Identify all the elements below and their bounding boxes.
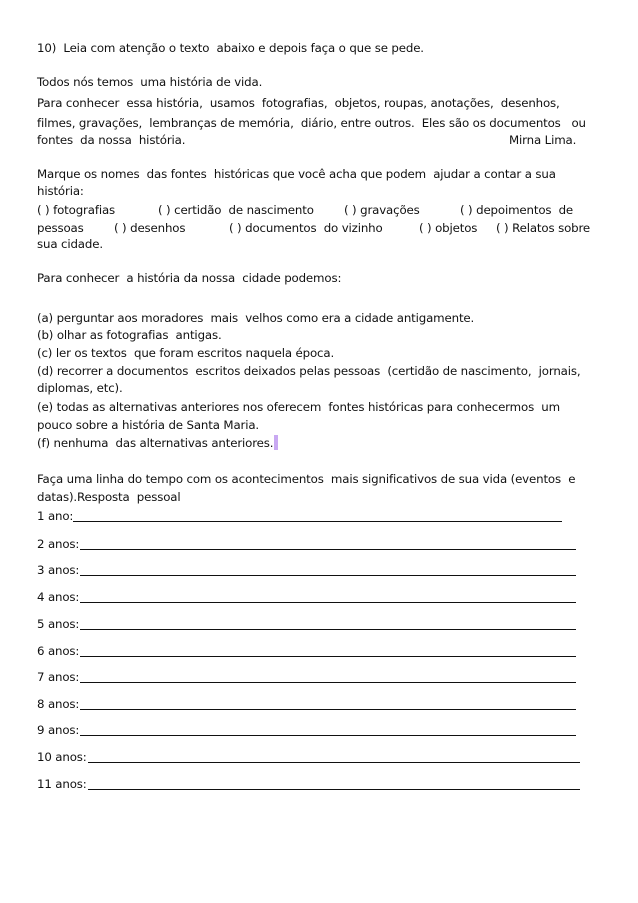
option-depoimentos: ( ) depoimentos de (460, 203, 574, 217)
city-option-c: (c) ler os textos que foram escritos naquela época. (37, 346, 335, 360)
timeline-age-1: 1 ano: (37, 509, 74, 523)
timeline-age-8: 8 anos: (37, 697, 80, 711)
sources-prompt-2: história: (37, 184, 84, 198)
city-option-e: (e) todas as alternativas anteriores nos oferecem fontes históricas para conhecermos um (37, 400, 560, 414)
answer-line-7[interactable] (80, 682, 576, 683)
timeline-age-6: 6 anos: (37, 644, 80, 658)
answer-line-5[interactable] (80, 629, 576, 630)
timeline-age-9: 9 anos: (37, 723, 80, 737)
option-pessoas: pessoas (37, 221, 84, 235)
answer-line-8[interactable] (80, 709, 576, 710)
option-documentos-vizinho: ( ) documentos do vizinho (229, 221, 383, 235)
answer-line-9[interactable] (80, 735, 576, 736)
timeline-age-7: 7 anos: (37, 670, 80, 684)
option-gravacoes: ( ) gravações (344, 203, 420, 217)
reading-line-4: fontes da nossa história. (37, 133, 186, 147)
answer-line-1[interactable] (73, 521, 562, 522)
option-objetos: ( ) objetos (419, 221, 478, 235)
timeline-prompt-1: Faça uma linha do tempo com os acontecimentos mais significativos de sua vida (eventos e (37, 472, 576, 486)
option-fotografias: ( ) fotografias (37, 203, 116, 217)
city-option-d: (d) recorrer a documentos escritos deixados pelas pessoas (certidão de nascimento, jornais, (37, 364, 581, 378)
answer-line-4[interactable] (80, 602, 576, 603)
city-option-a: (a) perguntar aos moradores mais velhos como era a cidade antigamente. (37, 311, 475, 325)
city-option-f: (f) nenhuma das alternativas anteriores. (37, 436, 274, 450)
reading-line-2: Para conhecer essa história, usamos fotografias, objetos, roupas, anotações, desenhos, (37, 96, 560, 110)
option-sua-cidade: sua cidade. (37, 237, 103, 251)
sources-prompt-1: Marque os nomes das fontes históricas que você acha que podem ajudar a contar a sua (37, 167, 556, 181)
answer-line-11[interactable] (88, 789, 580, 790)
city-option-b: (b) olhar as fotografias antigas. (37, 328, 222, 342)
reading-line-1: Todos nós temos uma história de vida. (37, 75, 263, 89)
option-certidao: ( ) certidão de nascimento (158, 203, 314, 217)
answer-line-2[interactable] (80, 549, 576, 550)
answer-line-10[interactable] (88, 762, 580, 763)
option-relatos: ( ) Relatos sobre (496, 221, 591, 235)
city-option-e-cont: pouco sobre a história de Santa Maria. (37, 418, 260, 432)
timeline-prompt-2: datas).Resposta pessoal (37, 490, 181, 504)
timeline-age-3: 3 anos: (37, 563, 80, 577)
timeline-age-2: 2 anos: (37, 537, 80, 551)
city-prompt: Para conhecer a história da nossa cidade podemos: (37, 271, 342, 285)
timeline-age-5: 5 anos: (37, 617, 80, 631)
city-option-d-cont: diplomas, etc). (37, 381, 123, 395)
question-title: 10) Leia com atenção o texto abaixo e depois faça o que se pede. (37, 41, 424, 55)
answer-line-3[interactable] (80, 575, 576, 576)
reading-line-3: filmes, gravações, lembranças de memória, diário, entre outros. Eles são os documentos ou (37, 116, 586, 130)
reading-author: Mirna Lima. (509, 133, 577, 147)
text-cursor-highlight (274, 435, 278, 450)
option-desenhos: ( ) desenhos (114, 221, 186, 235)
timeline-age-11: 11 anos: (37, 777, 87, 791)
timeline-age-4: 4 anos: (37, 590, 80, 604)
answer-line-6[interactable] (80, 656, 576, 657)
timeline-age-10: 10 anos: (37, 750, 87, 764)
